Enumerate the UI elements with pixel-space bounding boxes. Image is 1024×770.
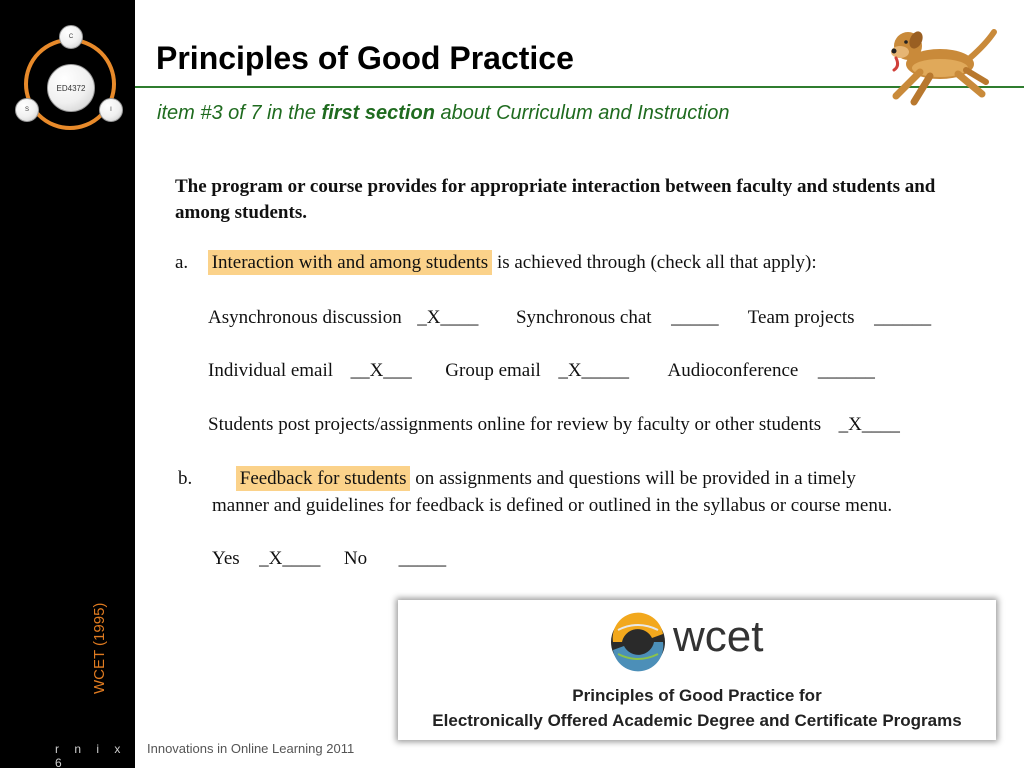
email-label: Individual email — [208, 360, 334, 381]
item-b-label: b. — [178, 468, 193, 489]
item-a-label: a. — [175, 252, 189, 273]
sync-label: Synchronous chat — [515, 307, 652, 328]
running-dog-image — [874, 20, 1000, 110]
item-b-highlight: Feedback for students — [236, 466, 411, 491]
wcet-title-line-2: Electronically Offered Academic Degree and Certificate Programs — [432, 711, 962, 730]
item-a-row — [175, 252, 817, 274]
item-b-rest-2: manner and guidelines for feedback is defined or outlined in the syllabus or course menu. — [212, 495, 893, 516]
left-sidebar — [0, 0, 135, 768]
option-row-3 — [208, 414, 900, 436]
item-b-row-2 — [212, 495, 892, 517]
group-email-label: Group email — [445, 360, 541, 381]
wcet-globe-logo-icon — [608, 612, 668, 672]
yes-no-row — [212, 548, 446, 570]
team-label: Team projects — [747, 307, 855, 328]
team-answer: ______ — [874, 307, 932, 328]
email-answer: __X___ — [350, 360, 412, 381]
post-projects-label: Students post projects/assignments online for review by faculty or other students — [208, 414, 822, 435]
item-a-highlight: Interaction with and among students — [208, 250, 493, 275]
async-answer: _X____ — [417, 307, 479, 328]
subtitle-bold: first section — [321, 102, 435, 124]
cycle-center-node: ED4372 — [47, 64, 95, 112]
option-row-2 — [208, 360, 875, 382]
cycle-node-s: S — [15, 98, 39, 122]
footer-text: Innovations in Online Learning 2011 — [147, 741, 355, 756]
post-projects-answer: _X____ — [838, 414, 900, 435]
no-answer: _____ — [398, 548, 447, 569]
group-email-answer: _X_____ — [558, 360, 630, 381]
yes-label: Yes — [212, 548, 240, 569]
form-intro: The program or course provides for appropriate interaction between faculty and students and among students. — [175, 176, 936, 223]
audio-answer: ______ — [817, 360, 875, 381]
subtitle-post: about Curriculum and Instruction — [434, 102, 730, 124]
no-label: No — [343, 548, 368, 569]
subtitle-pre: item #3 of 7 in the — [157, 102, 322, 124]
option-row-1 — [208, 307, 931, 329]
vertical-credit-text: WCET (1995) — [91, 602, 108, 694]
sync-answer: _____ — [671, 307, 719, 328]
item-b-row — [178, 468, 856, 490]
async-label: Asynchronous discussion — [208, 307, 402, 328]
wcet-wordmark: wcet — [673, 612, 764, 661]
page-subtitle — [157, 102, 730, 125]
audio-label: Audioconference — [667, 360, 799, 381]
item-b-rest-1: on assignments and questions will be provided in a timely — [410, 468, 856, 489]
wcet-reference-box — [398, 600, 996, 740]
cycle-node-c: C — [59, 25, 83, 49]
page-title: Principles of Good Practice — [156, 40, 574, 76]
vertical-credit — [87, 590, 117, 700]
wcet-title-line-1: Principles of Good Practice for — [572, 686, 822, 705]
item-a-rest: is achieved through (check all that apply): — [492, 252, 817, 273]
yes-answer: _X____ — [259, 548, 321, 569]
csi-cycle-diagram — [14, 24, 126, 136]
cycle-node-i: I — [99, 98, 123, 122]
page-number: r n i x 6 — [55, 742, 127, 770]
